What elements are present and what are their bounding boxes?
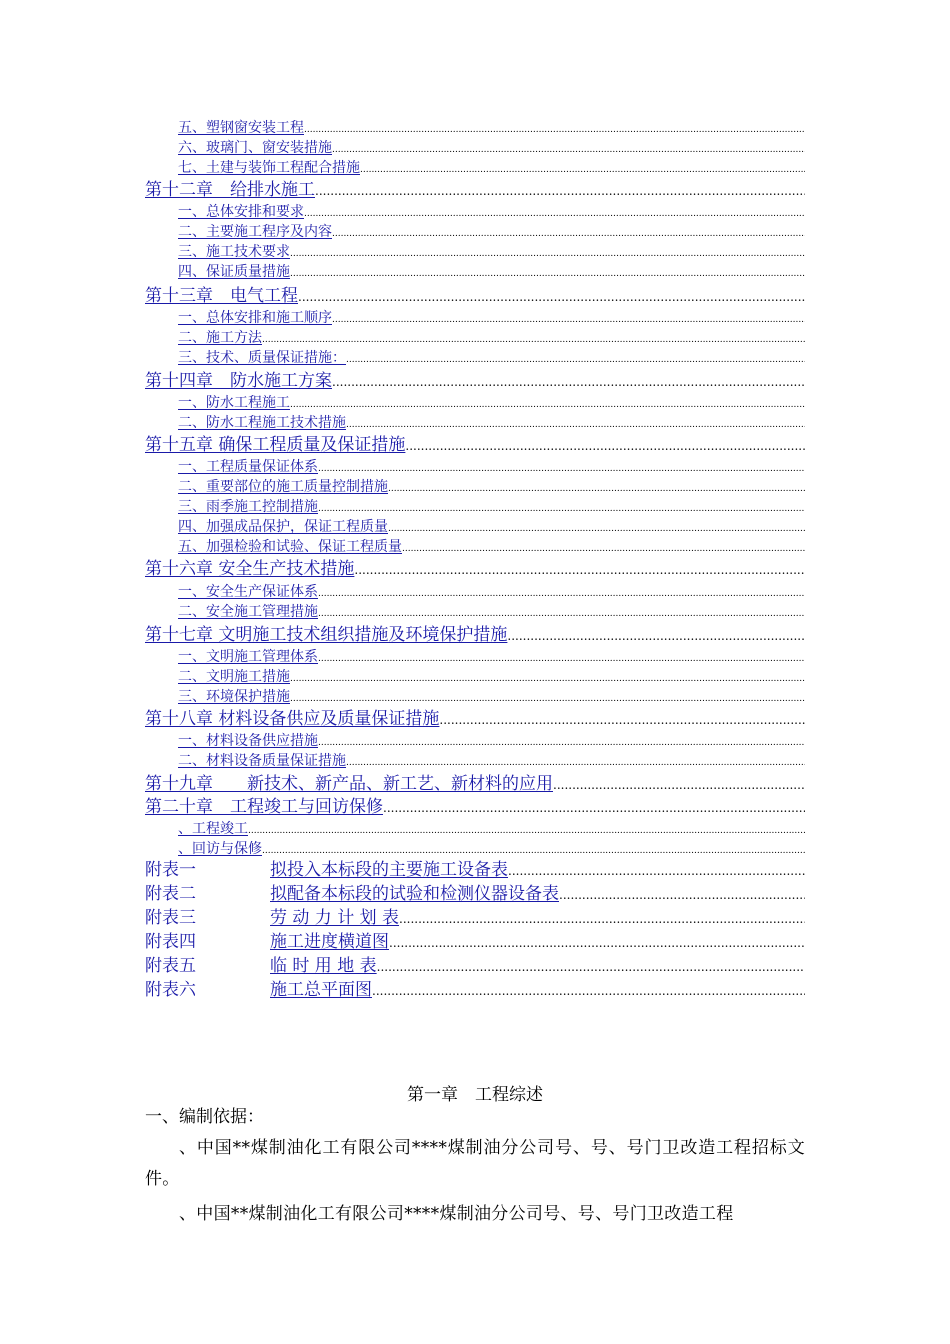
toc-section-link[interactable] <box>178 202 805 222</box>
toc-entry-label: 五、加强检验和试验、保证工程质量 <box>178 539 402 555</box>
toc-appendix-link[interactable] <box>145 978 805 1002</box>
dot-leader <box>290 669 805 687</box>
toc-appendix-link[interactable] <box>145 930 805 954</box>
dot-leader <box>290 395 805 413</box>
appendix-title: 劳 动 力 计 划 表 <box>270 908 400 928</box>
dot-leader <box>405 434 805 457</box>
toc-entry-label: 第十五章 确保工程质量及保证措施 <box>145 435 406 455</box>
dot-leader <box>298 285 805 308</box>
toc-entry-label: 第十八章 材料设备供应及质量保证措施 <box>145 709 440 729</box>
toc-entry-label: 四、保证质量措施 <box>178 264 290 280</box>
toc-entry-label: 一、总体安排和要求 <box>178 204 304 220</box>
toc-section-link[interactable] <box>178 819 805 839</box>
toc-entry-label: 二、文明施工措施 <box>178 669 290 685</box>
appendix-number: 附表六 <box>145 980 196 1000</box>
toc-section-link[interactable] <box>178 348 805 368</box>
appendix-number: 附表五 <box>145 956 196 976</box>
dot-leader <box>399 907 805 930</box>
toc-entry-label: 第二十章 工程竣工与回访保修 <box>145 797 383 817</box>
toc-section-link[interactable] <box>178 393 805 413</box>
toc-entry-label: 一、总体安排和施工顺序 <box>178 310 332 326</box>
appendix-title: 拟投入本标段的主要施工设备表 <box>270 860 508 880</box>
dot-leader <box>346 753 805 771</box>
dot-leader <box>402 539 805 557</box>
toc-section-link[interactable] <box>178 328 805 348</box>
toc-section-link[interactable] <box>178 138 805 158</box>
toc-entry-label: 、回访与保修 <box>178 841 262 857</box>
toc-section-link[interactable] <box>178 222 805 242</box>
appendix-title: 临 时 用 地 表 <box>270 956 377 976</box>
toc-entry-label: 三、技术、质量保证措施： <box>178 350 346 366</box>
dot-leader <box>372 979 805 1002</box>
toc-entry-label: 一、安全生产保证体系 <box>178 584 318 600</box>
appendix-number: 附表三 <box>145 908 196 928</box>
toc-chapter-link[interactable] <box>145 369 805 393</box>
toc-entry-label: 第十九章 新技术、新产品、新工艺、新材料的应用 <box>145 774 553 794</box>
toc-section-link[interactable] <box>178 517 805 537</box>
dot-leader <box>388 519 805 537</box>
toc-section-link[interactable] <box>178 477 805 497</box>
toc-entry-label: 二、材料设备质量保证措施 <box>178 753 346 769</box>
toc-entry-label: 一、防水工程施工 <box>178 395 290 411</box>
toc-appendix-label <box>145 858 508 882</box>
dot-leader <box>332 140 805 158</box>
toc-appendix-label <box>145 954 377 978</box>
dot-leader <box>290 689 805 707</box>
toc-entry-label: 、工程竣工 <box>178 821 248 837</box>
toc-section-link[interactable] <box>178 118 805 138</box>
dot-leader <box>262 841 805 859</box>
toc-entry-label: 二、主要施工程序及内容 <box>178 224 332 240</box>
toc-entry-label: 二、防水工程施工技术措施 <box>178 415 346 431</box>
dot-leader <box>553 773 805 796</box>
dot-leader <box>318 459 805 477</box>
toc-entry-label: 第十六章 安全生产技术措施 <box>145 559 355 579</box>
dot-leader <box>346 350 805 368</box>
dot-leader <box>383 796 805 819</box>
toc-entry-label: 五、塑钢窗安装工程 <box>178 120 304 136</box>
toc-entry-label: 第十四章 防水施工方案 <box>145 371 332 391</box>
dot-leader <box>290 264 805 282</box>
dot-leader <box>507 624 805 647</box>
toc-section-link[interactable] <box>178 242 805 262</box>
toc-appendix-label <box>145 978 372 1002</box>
toc-section-link[interactable] <box>178 537 805 557</box>
dot-leader <box>346 415 805 433</box>
toc-entry-label: 第十二章 给排水施工 <box>145 180 315 200</box>
toc-entry-label: 一、工程质量保证体系 <box>178 459 318 475</box>
body-paragraph: 、中国**煤制油化工有限公司****煤制油分公司号、号、号门卫改造工程 <box>179 1204 734 1224</box>
toc-section-link[interactable] <box>178 308 805 328</box>
dot-leader <box>360 160 805 178</box>
chapter-title: 第一章 工程综述 <box>407 1085 543 1105</box>
dot-leader <box>318 604 805 622</box>
toc-entry-label: 三、施工技术要求 <box>178 244 290 260</box>
toc-section-link[interactable] <box>178 839 805 859</box>
appendix-title: 拟配备本标段的试验和检测仪器设备表 <box>270 884 559 904</box>
toc-entry-label: 二、安全施工管理措施 <box>178 604 318 620</box>
toc-section-link[interactable] <box>178 457 805 477</box>
dot-leader <box>304 204 805 222</box>
appendix-title: 施工总平面图 <box>270 980 372 1000</box>
dot-leader <box>304 120 805 138</box>
toc-entry-label: 二、重要部位的施工质量控制措施 <box>178 479 388 495</box>
toc-appendix-link[interactable] <box>145 954 805 978</box>
dot-leader <box>318 584 805 602</box>
toc-entry-label: 七、土建与装饰工程配合措施 <box>178 160 360 176</box>
toc-chapter-link[interactable] <box>145 557 805 581</box>
dot-leader <box>248 821 805 839</box>
toc-entry-label: 六、玻璃门、窗安装措施 <box>178 140 332 156</box>
toc-appendix-link[interactable] <box>145 906 805 930</box>
dot-leader <box>388 479 805 497</box>
toc-chapter-link[interactable] <box>145 623 805 647</box>
dot-leader <box>559 883 805 906</box>
body-paragraph: 、中国**煤制油化工有限公司****煤制油分公司号、号、号门卫改造工程招标文件。 <box>145 1138 805 1189</box>
dot-leader <box>332 370 805 393</box>
dot-leader <box>332 224 805 242</box>
toc-chapter-link[interactable] <box>145 433 805 457</box>
toc-appendix-label <box>145 906 399 930</box>
toc-section-link[interactable] <box>178 667 805 687</box>
appendix-number: 附表二 <box>145 884 196 904</box>
appendix-number: 附表四 <box>145 932 196 952</box>
dot-leader <box>377 955 805 978</box>
toc-entry-label: 第十三章 电气工程 <box>145 286 298 306</box>
toc-chapter-link[interactable] <box>145 178 805 202</box>
toc-section-link[interactable] <box>178 413 805 433</box>
toc-entry-label: 第十七章 文明施工技术组织措施及环境保护措施 <box>145 625 508 645</box>
toc-section-link[interactable] <box>178 262 805 282</box>
toc-entry-label: 四、加强成品保护，保证工程质量 <box>178 519 388 535</box>
toc-chapter-link[interactable] <box>145 795 805 819</box>
toc-section-link[interactable] <box>178 647 805 667</box>
dot-leader <box>315 179 805 202</box>
dot-leader <box>318 733 805 751</box>
toc-entry-label: 二、施工方法 <box>178 330 262 346</box>
toc-section-link[interactable] <box>178 687 805 707</box>
toc-entry-label: 一、文明施工管理体系 <box>178 649 318 665</box>
toc-section-link[interactable] <box>178 731 805 751</box>
dot-leader <box>389 931 805 954</box>
toc-section-link[interactable] <box>178 497 805 517</box>
toc-appendix-link[interactable] <box>145 882 805 906</box>
dot-leader <box>262 330 805 348</box>
toc-section-link[interactable] <box>178 582 805 602</box>
toc-entry-label: 三、雨季施工控制措施 <box>178 499 318 515</box>
toc-entry-label: 三、环境保护措施 <box>178 689 290 705</box>
toc-appendix-label <box>145 930 389 954</box>
dot-leader <box>318 649 805 667</box>
dot-leader <box>332 310 805 328</box>
toc-section-link[interactable] <box>178 751 805 771</box>
section-heading: 一、编制依据： <box>145 1107 264 1127</box>
appendix-title: 施工进度横道图 <box>270 932 389 952</box>
toc-entry-label: 一、材料设备供应措施 <box>178 733 318 749</box>
dot-leader <box>508 859 805 882</box>
toc-appendix-label <box>145 882 559 906</box>
dot-leader <box>354 558 805 581</box>
dot-leader <box>318 499 805 517</box>
toc-chapter-link[interactable] <box>145 284 805 308</box>
appendix-number: 附表一 <box>145 860 196 880</box>
toc-chapter-link[interactable] <box>145 707 805 731</box>
dot-leader <box>439 708 805 731</box>
toc-chapter-link[interactable] <box>145 772 805 796</box>
dot-leader <box>290 244 805 262</box>
toc-section-link[interactable] <box>178 602 805 622</box>
toc-section-link[interactable] <box>178 158 805 178</box>
toc-appendix-link[interactable] <box>145 858 805 882</box>
